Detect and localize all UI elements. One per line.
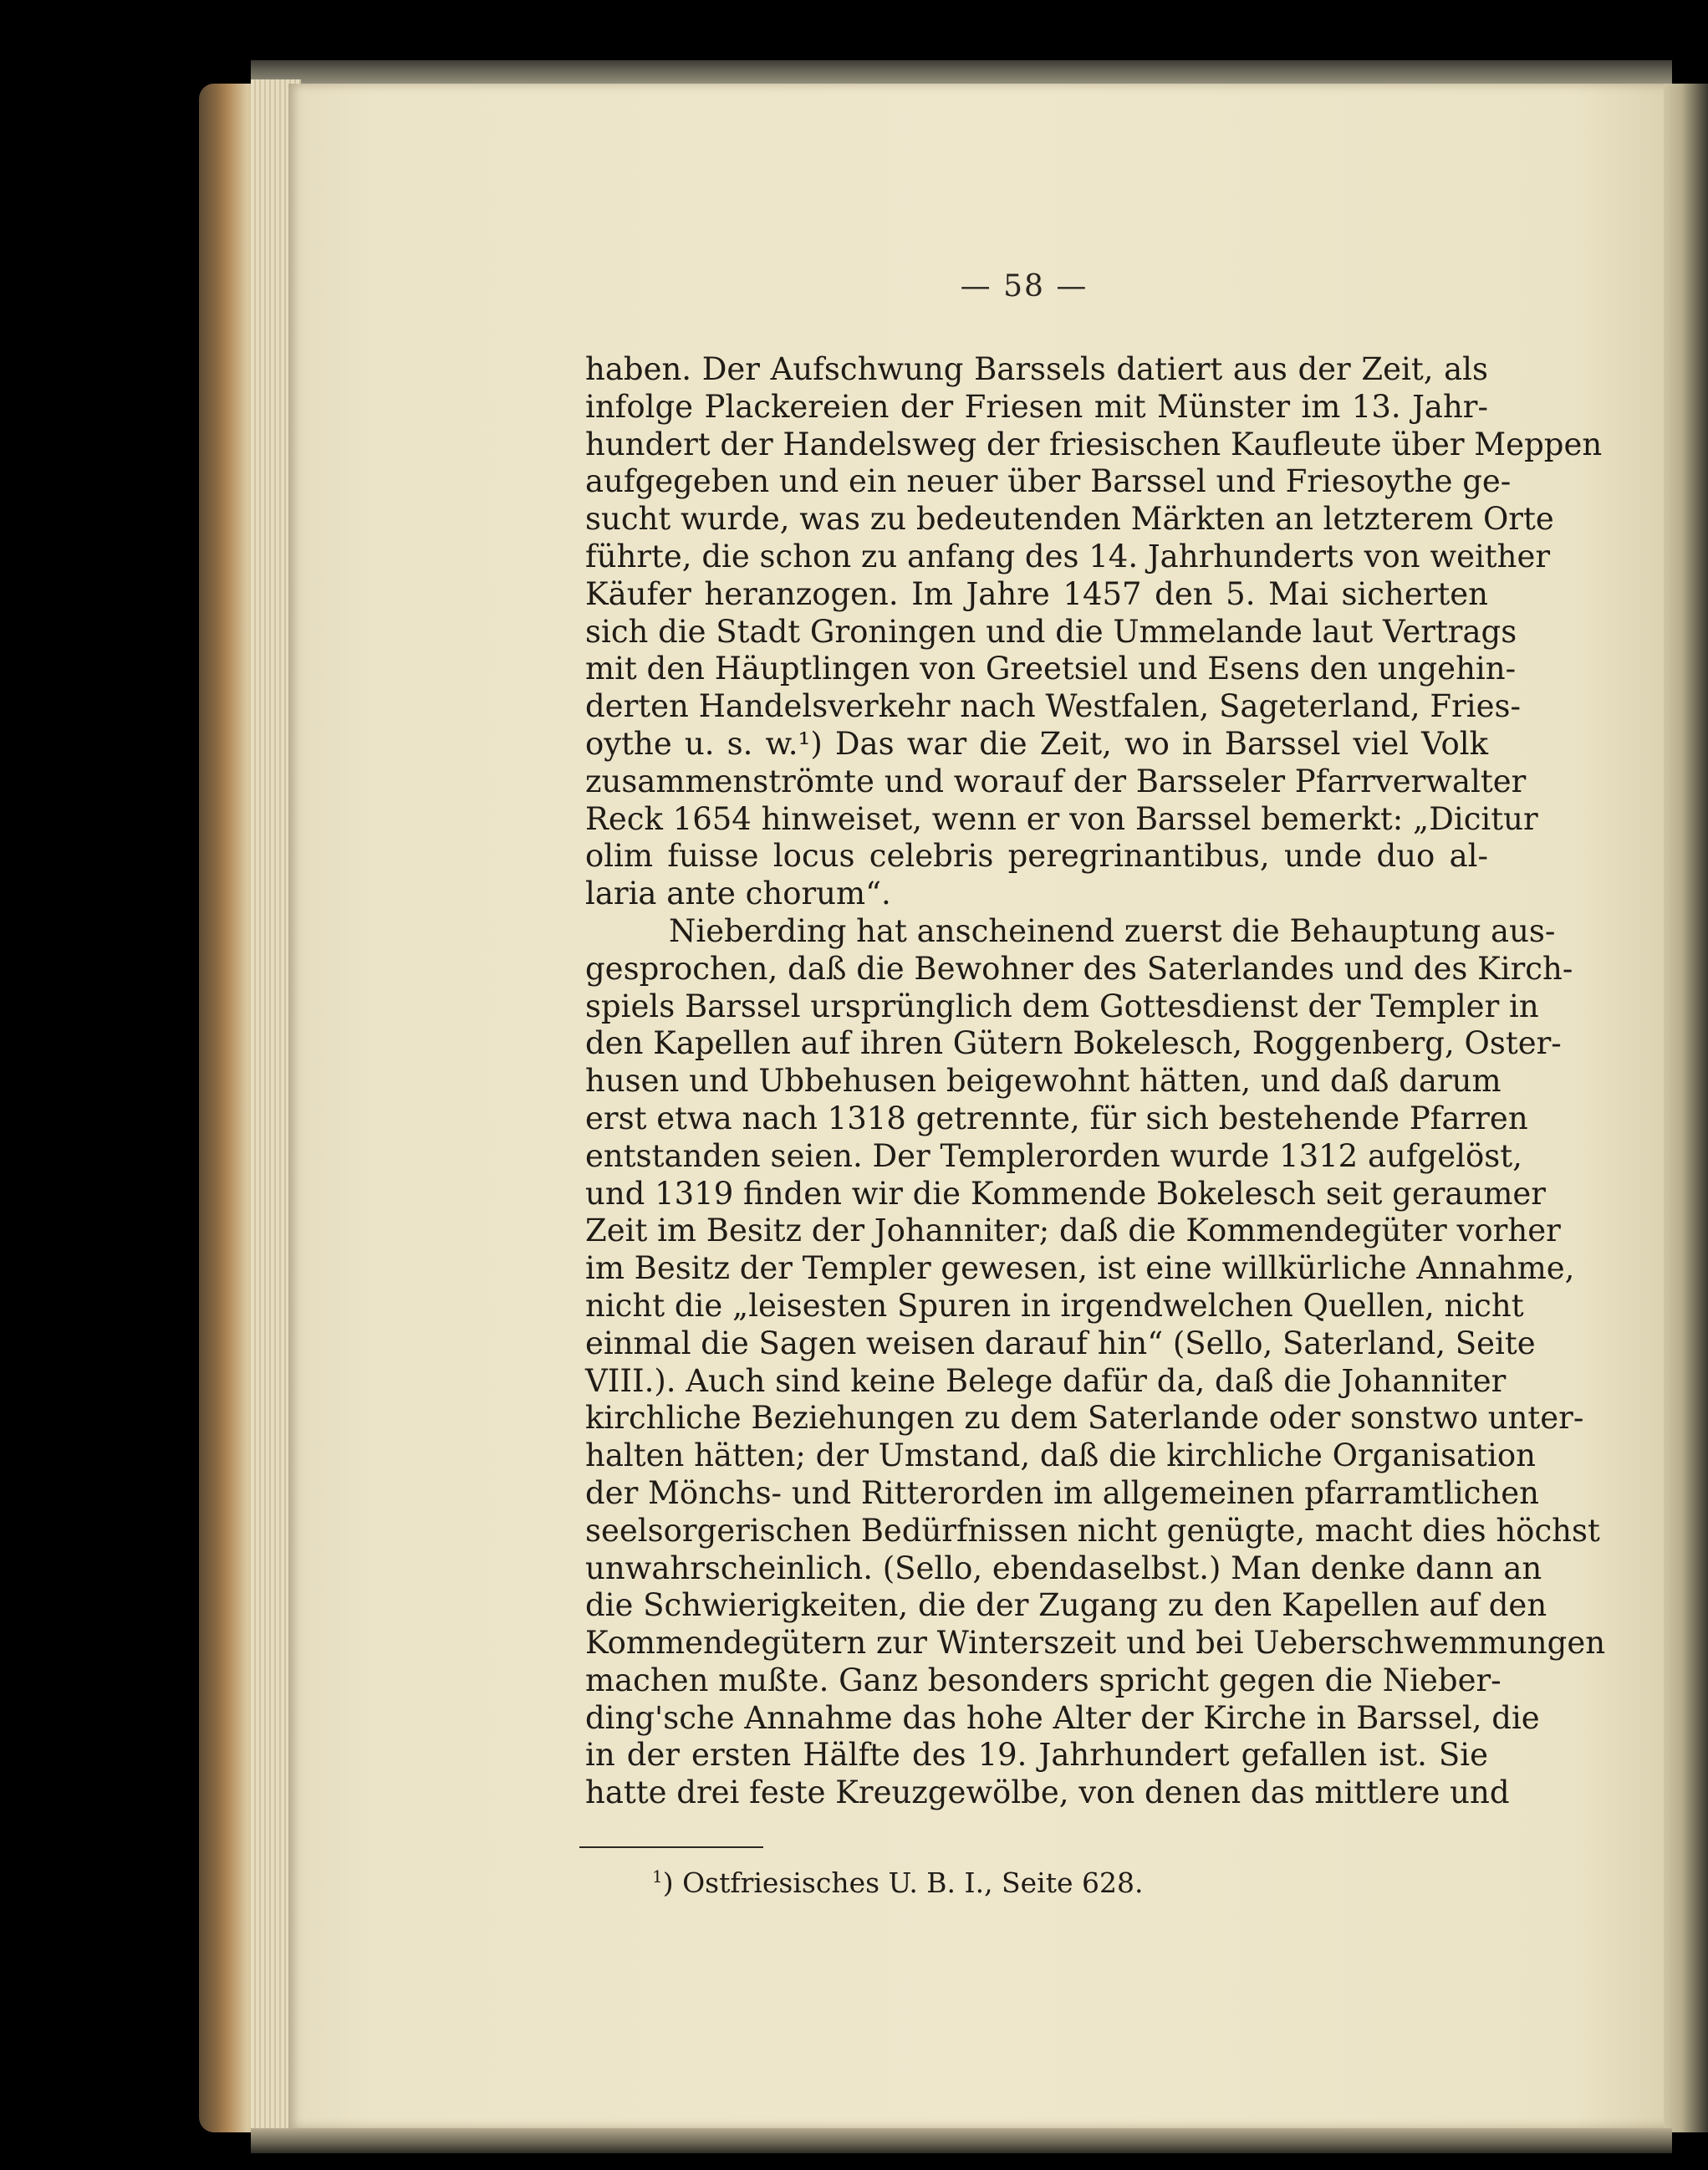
footnote-rule bbox=[579, 1846, 763, 1848]
footnote: $^1$) Ostfriesisches U. B. I., Seite 628. bbox=[652, 1866, 1144, 1899]
footnote-text: Ostfriesisches U. B. I., Seite 628. bbox=[682, 1866, 1144, 1899]
text-line: ding'sche Annahme das hohe Alter der Kirche in Barssel, die bbox=[585, 1699, 1540, 1736]
text-line: machen mußte. Ganz besonders spricht gegen die Nieber- bbox=[585, 1662, 1502, 1698]
book-bottom-edge bbox=[251, 2128, 1672, 2153]
text-line: entstanden seien. Der Templerorden wurde 1312 aufgelöst, bbox=[585, 1137, 1522, 1174]
text-line: VIII.). Auch sind keine Belege dafür da, daß die Johanniter bbox=[585, 1362, 1507, 1399]
text-line: nicht die „leisesten Spuren in irgendwelchen Quellen, nicht bbox=[585, 1287, 1524, 1324]
text-line: unwahrscheinlich. (Sello, ebendaselbst.) Man denke dann an bbox=[585, 1550, 1542, 1586]
text-line: und 1319 finden wir die Kommende Bokelesch seit geraumer bbox=[585, 1175, 1546, 1212]
text-line: einmal die Sagen weisen darauf hin“ (Sello, Saterland, Seite bbox=[585, 1325, 1536, 1361]
text-line: sich die Stadt Groningen und die Ummelande laut Vertrags bbox=[585, 613, 1517, 650]
text-line: halten hätten; der Umstand, daß die kirchliche Organisation bbox=[585, 1437, 1536, 1474]
text-line: der Mönchs- und Ritterorden im allgemeinen pfarramtlichen bbox=[585, 1474, 1539, 1511]
text-line: kirchliche Beziehungen zu dem Saterlande oder sonstwo unter- bbox=[585, 1400, 1584, 1437]
text-line: führte, die schon zu anfang des 14. Jahrhunderts von weither bbox=[585, 538, 1551, 574]
text-line: seelsorgerischen Bedürfnissen nicht genügte, macht dies höchst bbox=[585, 1512, 1600, 1549]
text-line: mit den Häuptlingen von Greetsiel und Esens den ungehin- bbox=[585, 651, 1517, 687]
text-line: spiels Barssel ursprünglich dem Gottesdienst der Templer in bbox=[585, 988, 1539, 1024]
text-line: infolge Plackereien der Friesen mit Münster im 13. Jahr- bbox=[585, 388, 1488, 425]
text-line: sucht wurde, was zu bedeutenden Märkten an letzterem Orte bbox=[585, 501, 1554, 538]
text-line: Nieberding hat anscheinend zuerst die Behauptung aus- bbox=[669, 912, 1556, 949]
text-line: Zeit im Besitz der Johanniter; daß die Kommendegüter vorher bbox=[585, 1213, 1561, 1249]
text-line: derten Handelsverkehr nach Westfalen, Sageterland, Fries- bbox=[585, 688, 1522, 725]
text-line: Reck 1654 hinweiset, wenn er von Barssel bemerkt: „Dicitur bbox=[585, 800, 1538, 837]
footnote-marker: 1 bbox=[652, 1866, 663, 1887]
text-line: zusammenströmte und worauf der Barsseler Pfarrverwalter bbox=[585, 763, 1527, 799]
text-line: hatte drei feste Kreuzgewölbe, von denen das mittlere und bbox=[585, 1774, 1510, 1811]
text-line: oythe u. s. w.¹) Das war die Zeit, wo in Barssel viel Volk bbox=[585, 725, 1488, 762]
text-line: hundert der Handelsweg der friesischen Kaufleute über Meppen bbox=[585, 426, 1603, 462]
text-line: Käufer heranzogen. Im Jahre 1457 den 5. Mai sicherten bbox=[585, 575, 1488, 612]
text-line: laria ante chorum“. bbox=[585, 876, 891, 912]
text-line: aufgegeben und ein neuer über Barssel und Friesoythe ge- bbox=[585, 463, 1512, 500]
text-line: die Schwierigkeiten, die der Zugang zu den Kapellen auf den bbox=[585, 1587, 1547, 1624]
page-number: — 58 — bbox=[960, 269, 1089, 304]
text-line: in der ersten Hälfte des 19. Jahrhundert gefallen ist. Sie bbox=[585, 1737, 1488, 1774]
text-line: erst etwa nach 1318 getrennte, für sich bestehende Pfarren bbox=[585, 1100, 1528, 1136]
text-line: den Kapellen auf ihren Gütern Bokelesch, Roggenberg, Oster- bbox=[585, 1025, 1562, 1062]
body-text bbox=[585, 351, 1606, 1812]
text-line: olim fuisse locus celebris peregrinantibus, unde duo al- bbox=[585, 838, 1488, 875]
text-line: im Besitz der Templer gewesen, ist eine willkürliche Annahme, bbox=[585, 1250, 1575, 1287]
text-line: gesprochen, daß die Bewohner des Saterlandes und des Kirch- bbox=[585, 950, 1573, 987]
text-line: haben. Der Aufschwung Barssels datiert aus der Zeit, als bbox=[585, 351, 1488, 387]
gutter-shadow bbox=[1664, 84, 1708, 2132]
text-line: husen und Ubbehusen beigewohnt hätten, und daß darum bbox=[585, 1063, 1502, 1100]
text-line: Kommendegütern zur Winterszeit und bei Ueberschwemmungen bbox=[585, 1625, 1606, 1662]
